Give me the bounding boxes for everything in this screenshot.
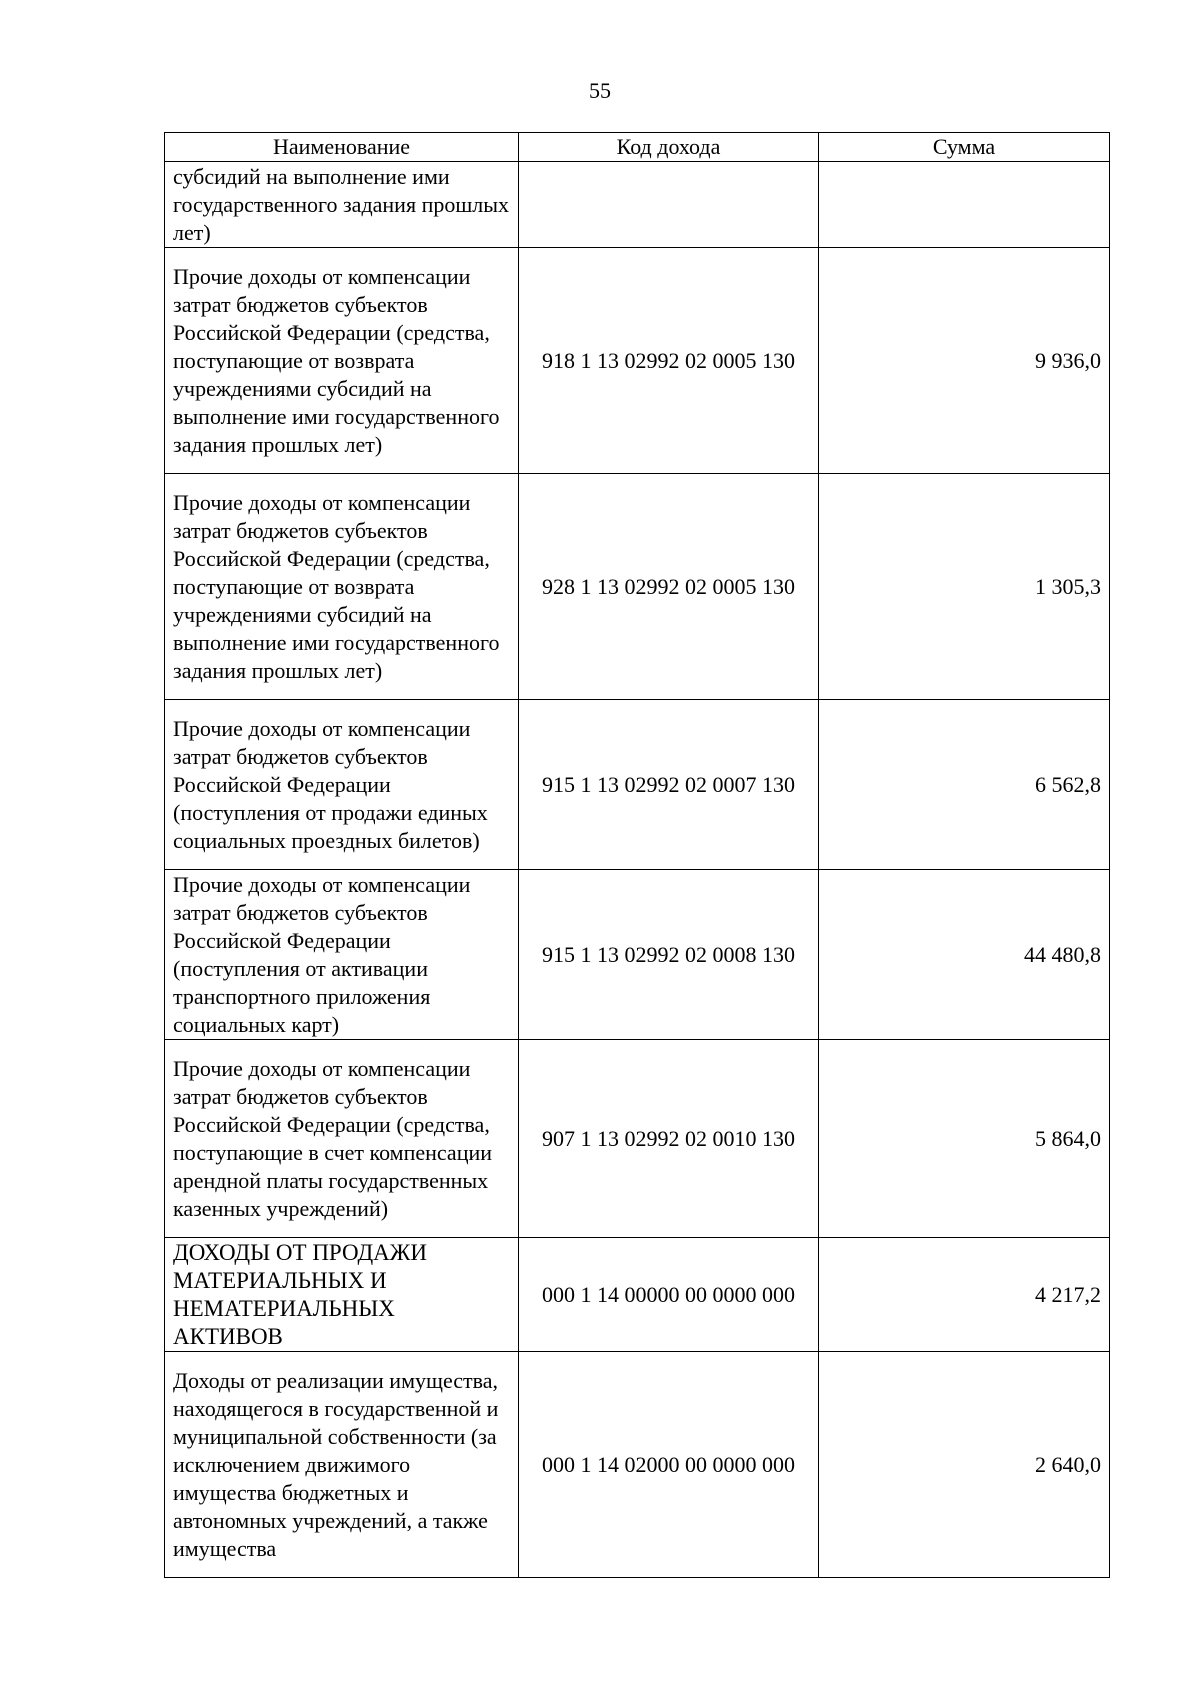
table-row — [165, 870, 1110, 1040]
table-row — [165, 1238, 1110, 1352]
row-name: Прочие доходы от компенсации затрат бюджетов субъектов Российской Федерации (поступления от активации транспортного приложения социальных карт) — [165, 870, 519, 1040]
row-name: Прочие доходы от компенсации затрат бюджетов субъектов Российской Федерации (средства, поступающие в счет компенсации арендной платы государственных казенных учреждений) — [165, 1040, 519, 1238]
row-name: Прочие доходы от компенсации затрат бюджетов субъектов Российской Федерации (средства, поступающие от возврата учреждениями субсидий на выполнение ими государственного задания прошлых лет) — [165, 474, 519, 700]
row-sum: 9 936,0 — [819, 248, 1110, 474]
row-sum: 6 562,8 — [819, 700, 1110, 870]
row-code: 928 1 13 02992 02 0005 130 — [519, 474, 819, 700]
row-code: 907 1 13 02992 02 0010 130 — [519, 1040, 819, 1238]
page-number: 55 — [589, 78, 611, 103]
table-row — [165, 1040, 1110, 1238]
row-code: 915 1 13 02992 02 0008 130 — [519, 870, 819, 1040]
table-row — [165, 700, 1110, 870]
row-sum: 2 640,0 — [819, 1352, 1110, 1578]
header-name: Наименование — [165, 133, 519, 162]
row-sum: 44 480,8 — [819, 870, 1110, 1040]
income-table — [164, 132, 1110, 1578]
row-code: 915 1 13 02992 02 0007 130 — [519, 700, 819, 870]
row-sum: 5 864,0 — [819, 1040, 1110, 1238]
header-code: Код дохода — [519, 133, 819, 162]
table-row — [165, 162, 1110, 248]
table-row — [165, 248, 1110, 474]
row-sum: 4 217,2 — [819, 1238, 1110, 1352]
row-code — [519, 162, 819, 248]
row-name: ДОХОДЫ ОТ ПРОДАЖИ МАТЕРИАЛЬНЫХ И НЕМАТЕРИАЛЬНЫХ АКТИВОВ — [165, 1238, 519, 1352]
row-code: 000 1 14 00000 00 0000 000 — [519, 1238, 819, 1352]
row-name: субсидий на выполнение ими государственного задания прошлых лет) — [165, 162, 519, 248]
table-row — [165, 474, 1110, 700]
table-row — [165, 1352, 1110, 1578]
row-sum: 1 305,3 — [819, 474, 1110, 700]
row-name: Доходы от реализации имущества, находящегося в государственной и муниципальной собственности (за исключением движимого имущества бюджетных и автономных учреждений, а также имущества — [165, 1352, 519, 1578]
header-sum: Сумма — [819, 133, 1110, 162]
row-code: 918 1 13 02992 02 0005 130 — [519, 248, 819, 474]
row-sum — [819, 162, 1110, 248]
row-name: Прочие доходы от компенсации затрат бюджетов субъектов Российской Федерации (средства, поступающие от возврата учреждениями субсидий на выполнение ими государственного задания прошлых лет) — [165, 248, 519, 474]
table-header-row — [165, 133, 1110, 162]
row-code: 000 1 14 02000 00 0000 000 — [519, 1352, 819, 1578]
row-name: Прочие доходы от компенсации затрат бюджетов субъектов Российской Федерации (поступления от продажи единых социальных проездных билетов) — [165, 700, 519, 870]
